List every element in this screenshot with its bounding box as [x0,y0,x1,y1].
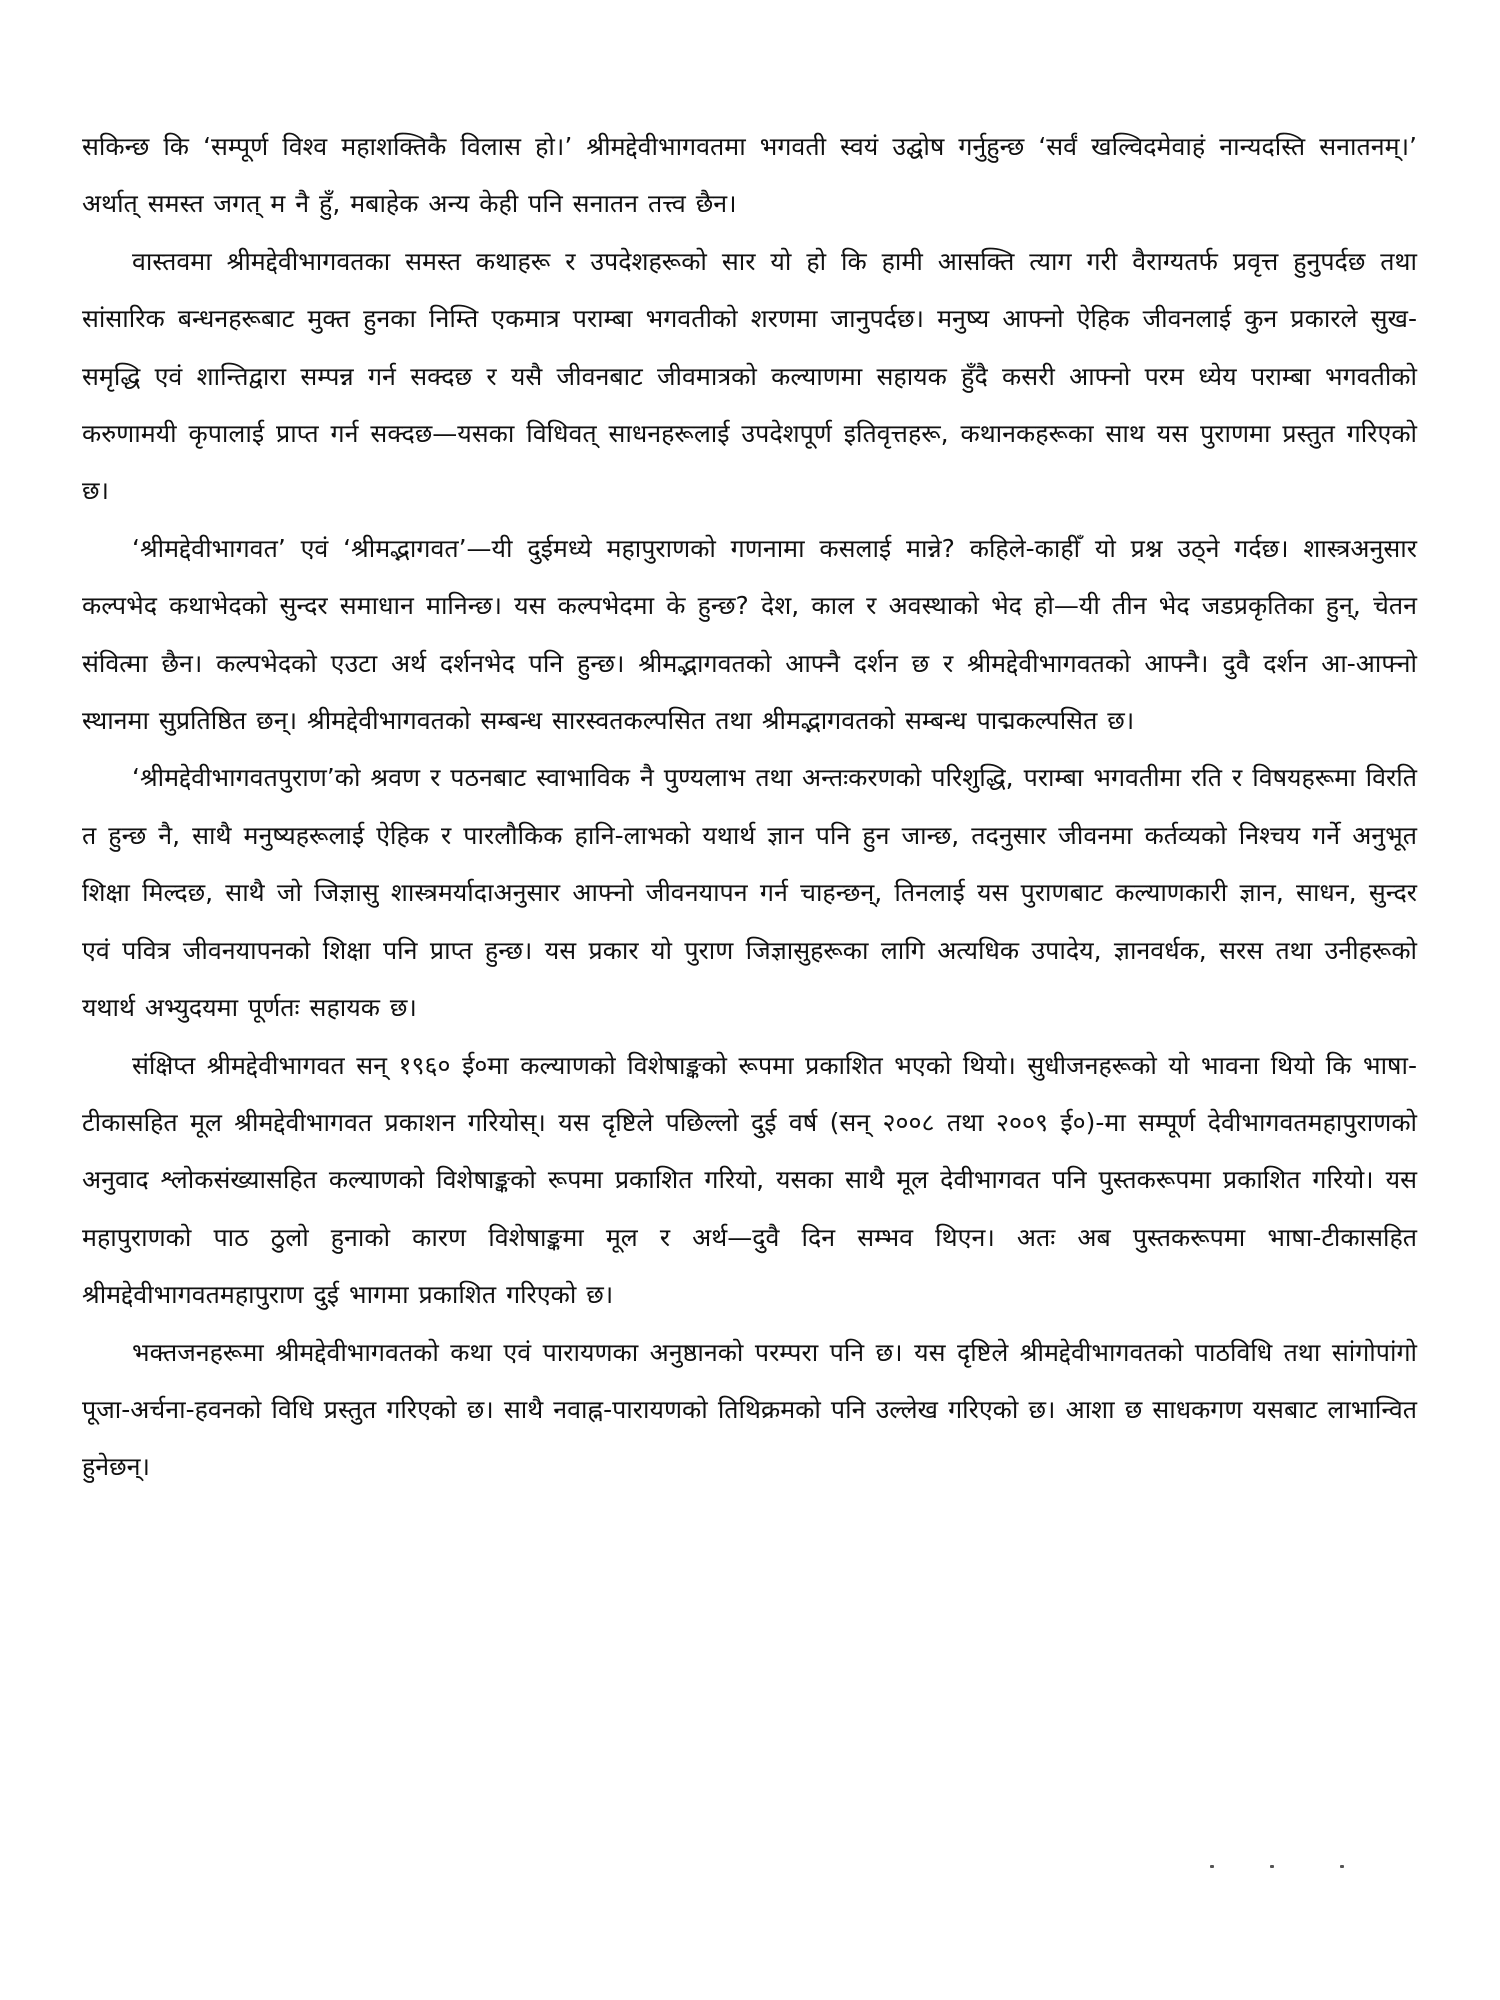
scan-speck [1340,1865,1344,1868]
paragraph-2: वास्तवमा श्रीमद्देवीभागवतका समस्त कथाहरू र उपदेशहरूको सार यो हो कि हामी आसक्ति त्याग गरी वैराग्यतर्फ प्रवृत्त हुनुपर्दछ तथा सांसारिक बन्धनहरूबाट मुक्त हुनका निम्ति एकमात्र पराम्बा भगवतीको शरणमा जानुपर्दछ। मनुष्य आफ्नो ऐहिक जीवनलाई कुन प्रकारले सुख-समृद्धि एवं शान्तिद्वारा सम्पन्न गर्न सक्दछ र यसै जीवनबाट जीवमात्रको कल्याणमा सहायक हुँदै कसरी आफ्नो परम ध्येय पराम्बा भगवतीको करुणामयी कृपालाई प्राप्त गर्न सक्दछ—यसका विधिवत् साधनहरूलाई उपदेशपूर्ण इतिवृत्तहरू, कथानकहरूका साथ यस पुराणमा प्रस्तुत गरिएको छ। [82,246,1417,506]
body-text [82,118,1417,1496]
paragraph-6: भक्तजनहरूमा श्रीमद्देवीभागवतको कथा एवं पारायणका अनुष्ठानको परम्परा पनि छ। यस दृष्टिले श्रीमद्देवीभागवतको पाठविधि तथा सांगोपांगो पूजा-अर्चना-हवनको विधि प्रस्तुत गरिएको छ। साथै नवाह्न-पारायणको तिथिक्रमको पनि उल्लेख गरिएको छ। आशा छ साधकगण यसबाट लाभान्वित हुनेछन्। [82,1337,1417,1482]
scan-speck [1210,1865,1214,1868]
scan-speck [1270,1865,1274,1868]
scan-speck-marks [1200,1865,1360,1875]
paragraph-3: ‘श्रीमद्देवीभागवत’ एवं ‘श्रीमद्भागवत’—यी दुईमध्ये महापुराणको गणनामा कसलाई मान्ने? कहिले-काहीँ यो प्रश्न उठ्ने गर्दछ। शास्त्रअनुसार कल्पभेद कथाभेदको सुन्दर समाधान मानिन्छ। यस कल्पभेदमा के हुन्छ? देश, काल र अवस्थाको भेद हो—यी तीन भेद जडप्रकृतिका हुन्, चेतन संवित्मा छैन। कल्पभेदको एउटा अर्थ दर्शनभेद पनि हुन्छ। श्रीमद्भागवतको आफ्नै दर्शन छ र श्रीमद्देवीभागवतको आफ्नै। दुवै दर्शन आ-आफ्नो स्थानमा सुप्रतिष्ठित छन्। श्रीमद्देवीभागवतको सम्बन्ध सारस्वतकल्पसित तथा श्रीमद्भागवतको सम्बन्ध पाद्मकल्पसित छ। [82,533,1417,736]
paragraph-4: ‘श्रीमद्देवीभागवतपुराण’को श्रवण र पठनबाट स्वाभाविक नै पुण्यलाभ तथा अन्तःकरणको परिशुद्धि, पराम्बा भगवतीमा रति र विषयहरूमा विरति त हुन्छ नै, साथै मनुष्यहरूलाई ऐहिक र पारलौकिक हानि-लाभको यथार्थ ज्ञान पनि हुन जान्छ, तदनुसार जीवनमा कर्तव्यको निश्चय गर्ने अनुभूत शिक्षा मिल्दछ, साथै जो जिज्ञासु शास्त्रमर्यादाअनुसार आफ्नो जीवनयापन गर्न चाहन्छन्, तिनलाई यस पुराणबाट कल्याणकारी ज्ञान, साधन, सुन्दर एवं पवित्र जीवनयापनको शिक्षा पनि प्राप्त हुन्छ। यस प्रकार यो पुराण जिज्ञासुहरूका लागि अत्यधिक उपादेय, ज्ञानवर्धक, सरस तथा उनीहरूको यथार्थ अभ्युदयमा पूर्णतः सहायक छ। [82,763,1417,1023]
paragraph-5: संक्षिप्त श्रीमद्देवीभागवत सन् १९६० ई०मा कल्याणको विशेषाङ्कको रूपमा प्रकाशित भएको थियो। सुधीजनहरूको यो भावना थियो कि भाषा-टीकासहित मूल श्रीमद्देवीभागवत प्रकाशन गरियोस्। यस दृष्टिले पछिल्लो दुई वर्ष (सन् २००८ तथा २००९ ई०)-मा सम्पूर्ण देवीभागवतमहापुराणको अनुवाद श्लोकसंख्यासहित कल्याणको विशेषाङ्कको रूपमा प्रकाशित गरियो, यसका साथै मूल देवीभागवत पनि पुस्तकरूपमा प्रकाशित गरियो। यस महापुराणको पाठ ठुलो हुनाको कारण विशेषाङ्कमा मूल र अर्थ—दुवै दिन सम्भव थिएन। अतः अब पुस्तकरूपमा भाषा-टीकासहित श्रीमद्देवीभागवतमहापुराण दुई भागमा प्रकाशित गरिएको छ। [82,1050,1417,1310]
paragraph-1: सकिन्छ कि ‘सम्पूर्ण विश्व महाशक्तिकै विलास हो।’ श्रीमद्देवीभागवतमा भगवती स्वयं उद्घोष गर्नुहुन्छ ‘सर्वं खल्विदमेवाहं नान्यदस्ति सनातनम्।’ अर्थात् समस्त जगत् म नै हुँ, मबाहेक अन्य केही पनि सनातन तत्त्व छैन। [82,132,1417,219]
